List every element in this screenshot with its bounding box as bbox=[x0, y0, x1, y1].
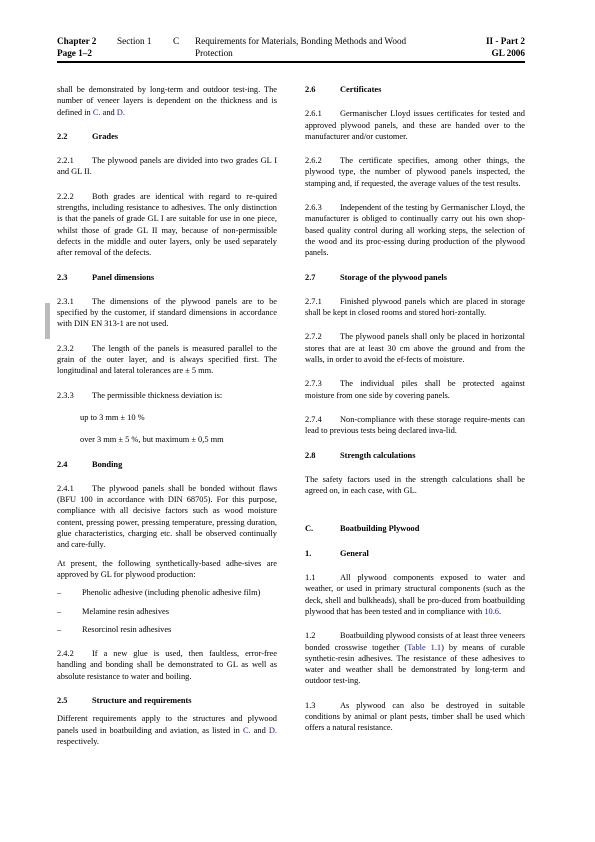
para-1-1: 1.1 All plywood components exposed to water and weather, or used in primary structural components (such as the deck, shell and bulkheads), shall be pro-duced from boatbuilding plywood that has been tested and in compliance with 10.6. bbox=[305, 573, 525, 616]
tolerance-1: up to 3 mm ± 10 % bbox=[80, 412, 145, 422]
intro-paragraph: shall be demonstrated by long-term and outdoor test-ing. The number of veneer layers is dependent on the thickness and is defined in C. and D. bbox=[57, 85, 277, 117]
para-2-7-1: 2.7.1 Finished plywood panels which are placed in storage shall be kept in closed rooms and stored hori-zontally. bbox=[305, 296, 525, 318]
link-d[interactable]: D. bbox=[116, 107, 125, 117]
para-2-6-2: 2.6.2 The certificate specifies, among other things, the plywood type, the number of plywood panels inspected, the stamping and, if requested, the average values of the test results. bbox=[305, 156, 525, 188]
change-bar bbox=[45, 303, 50, 339]
header-title: Requirements for Materials, Bonding Methods and Wood bbox=[195, 36, 407, 46]
right-column bbox=[305, 84, 525, 734]
header-title-line2: Protection bbox=[195, 47, 233, 58]
header-edition: GL 2006 bbox=[491, 47, 525, 58]
heading-2-8: 2.8 Strength calculations bbox=[305, 450, 416, 460]
heading-2-7: 2.7 Storage of the plywood panels bbox=[305, 272, 448, 282]
heading-2-3: 2.3 Panel dimensions bbox=[57, 272, 155, 282]
header-chapter: Chapter 2 bbox=[57, 36, 97, 46]
left-column bbox=[57, 84, 277, 747]
para-2-7-2: 2.7.2 The plywood panels shall only be placed in horizontal stores that are at least 30 cm above the ground and from the walls, in order to avoid the ef-fects of moisture. bbox=[305, 332, 525, 365]
para-1-2: 1.2 Boatbuilding plywood consists of at least three veneers bonded crosswise together (Table 1.1) by means of curable synthetic-resin adhesives. The resistance of these adhesives to water and weather shall be demonstrated by long-term and outdoor test-ing. bbox=[305, 631, 525, 686]
heading-c: C. Boatbuilding Plywood bbox=[305, 524, 420, 534]
link-c[interactable]: C. bbox=[92, 107, 101, 117]
para-2-3-2: 2.3.2 The length of the panels is measured parallel to the grain of the outer layer, and is always specified first. The longitudinal and lateral tolerances are ± 5 mm. bbox=[57, 343, 277, 376]
list-item: – Phenolic adhesive (including phenolic adhesive film) bbox=[57, 588, 261, 598]
para-2-7-3: 2.7.3 The individual piles shall be protected against moisture from one side by covering panels. bbox=[305, 379, 525, 400]
header-part: II - Part 2 bbox=[485, 36, 525, 46]
header-page: Page 1–2 bbox=[57, 47, 92, 58]
para-approved: At present, the following synthetically-based adhe-sives are approved by GL for plywood production: bbox=[57, 558, 277, 579]
link-d[interactable]: D. bbox=[268, 725, 277, 735]
para-2-6-3: 2.6.3 Independent of the testing by Germanischer Lloyd, the manufacturer is obliged to continually carry out his own shop-based quality control during all working steps, the selection of the wood and its proc-essing during production of the plywood panels. bbox=[305, 203, 525, 258]
para-2-5: Different requirements apply to the structures and plywood panels used in boatbuilding and aviation, as listed in C. and D. respectively. bbox=[57, 714, 277, 746]
para-2-3-1: 2.3.1 The dimensions of the plywood panels are to be specified by the customer, if standard dimensions in accordance with DIN EN 313-1 are not used. bbox=[57, 296, 277, 329]
link-10-6[interactable]: 10.6 bbox=[484, 606, 499, 616]
para-2-2-2: 2.2.2 Both grades are identical with regard to re-quired strengths, including resistance to adhesives. The only distinction is that the panels of grade GL I are suitable for use in one piece, whilst those of grade GL II may, because of non-permissible defects in the middle and outer layers, only be used separately after removal of the defects. bbox=[57, 191, 277, 258]
para-2-4-1: 2.4.1 The plywood panels shall be bonded without flaws (BFU 100 in accordance with DIN 68705). For this purpose, compliance with all decisive factors such as wood moisture content, pressing power, pressing temperature, pressing duration, glue characteristics, charging etc. shall be observed continually and care-fully. bbox=[57, 483, 277, 550]
heading-2-2: 2.2 Grades bbox=[57, 131, 119, 141]
link-table-1-1[interactable]: Table 1.1 bbox=[407, 642, 442, 652]
para-2-6-1: 2.6.1 Germanischer Lloyd issues certificates for tested and approved plywood panels, and these are handed over to the manufacturer and/or customer. bbox=[305, 109, 525, 141]
list-item: – Melamine resin adhesives bbox=[57, 606, 169, 616]
heading-2-6: 2.6 Certificates bbox=[305, 85, 382, 94]
para-1-3: 1.3 As plywood can also be destroyed in suitable conditions by animal or plant pests, timber shall be used which offers a natural resistance. bbox=[305, 700, 525, 733]
para-2-2-1: 2.2.1 The plywood panels are divided into two grades GL I and GL II. bbox=[57, 156, 277, 177]
list-item: – Resorcinol resin adhesives bbox=[57, 624, 172, 634]
header-rule bbox=[57, 61, 525, 63]
tolerance-2: over 3 mm ± 5 %, but maximum ± 0,5 mm bbox=[80, 435, 224, 445]
para-2-3-3: 2.3.3 The permissible thickness deviation is: bbox=[57, 390, 223, 400]
heading-2-5: 2.5 Structure and requirements bbox=[57, 695, 192, 705]
header-section-letter: C bbox=[173, 36, 180, 46]
para-2-4-2: 2.4.2 If a new glue is used, then faultless, error-free handling and bonding shall be demonstrated to GL as well as absolute resistance to water and boiling. bbox=[57, 649, 277, 681]
heading-2-4: 2.4 Bonding bbox=[57, 459, 123, 469]
heading-1: 1. General bbox=[305, 548, 369, 558]
para-2-7-4: 2.7.4 Non-compliance with these storage require-ments can lead to previous tests being declared inva-lid. bbox=[305, 414, 525, 436]
para-2-8: The safety factors used in the strength calculations shall be agreed on, in each case, with GL. bbox=[305, 474, 525, 496]
link-c[interactable]: C. bbox=[242, 725, 251, 735]
header-section: Section 1 bbox=[117, 36, 152, 46]
